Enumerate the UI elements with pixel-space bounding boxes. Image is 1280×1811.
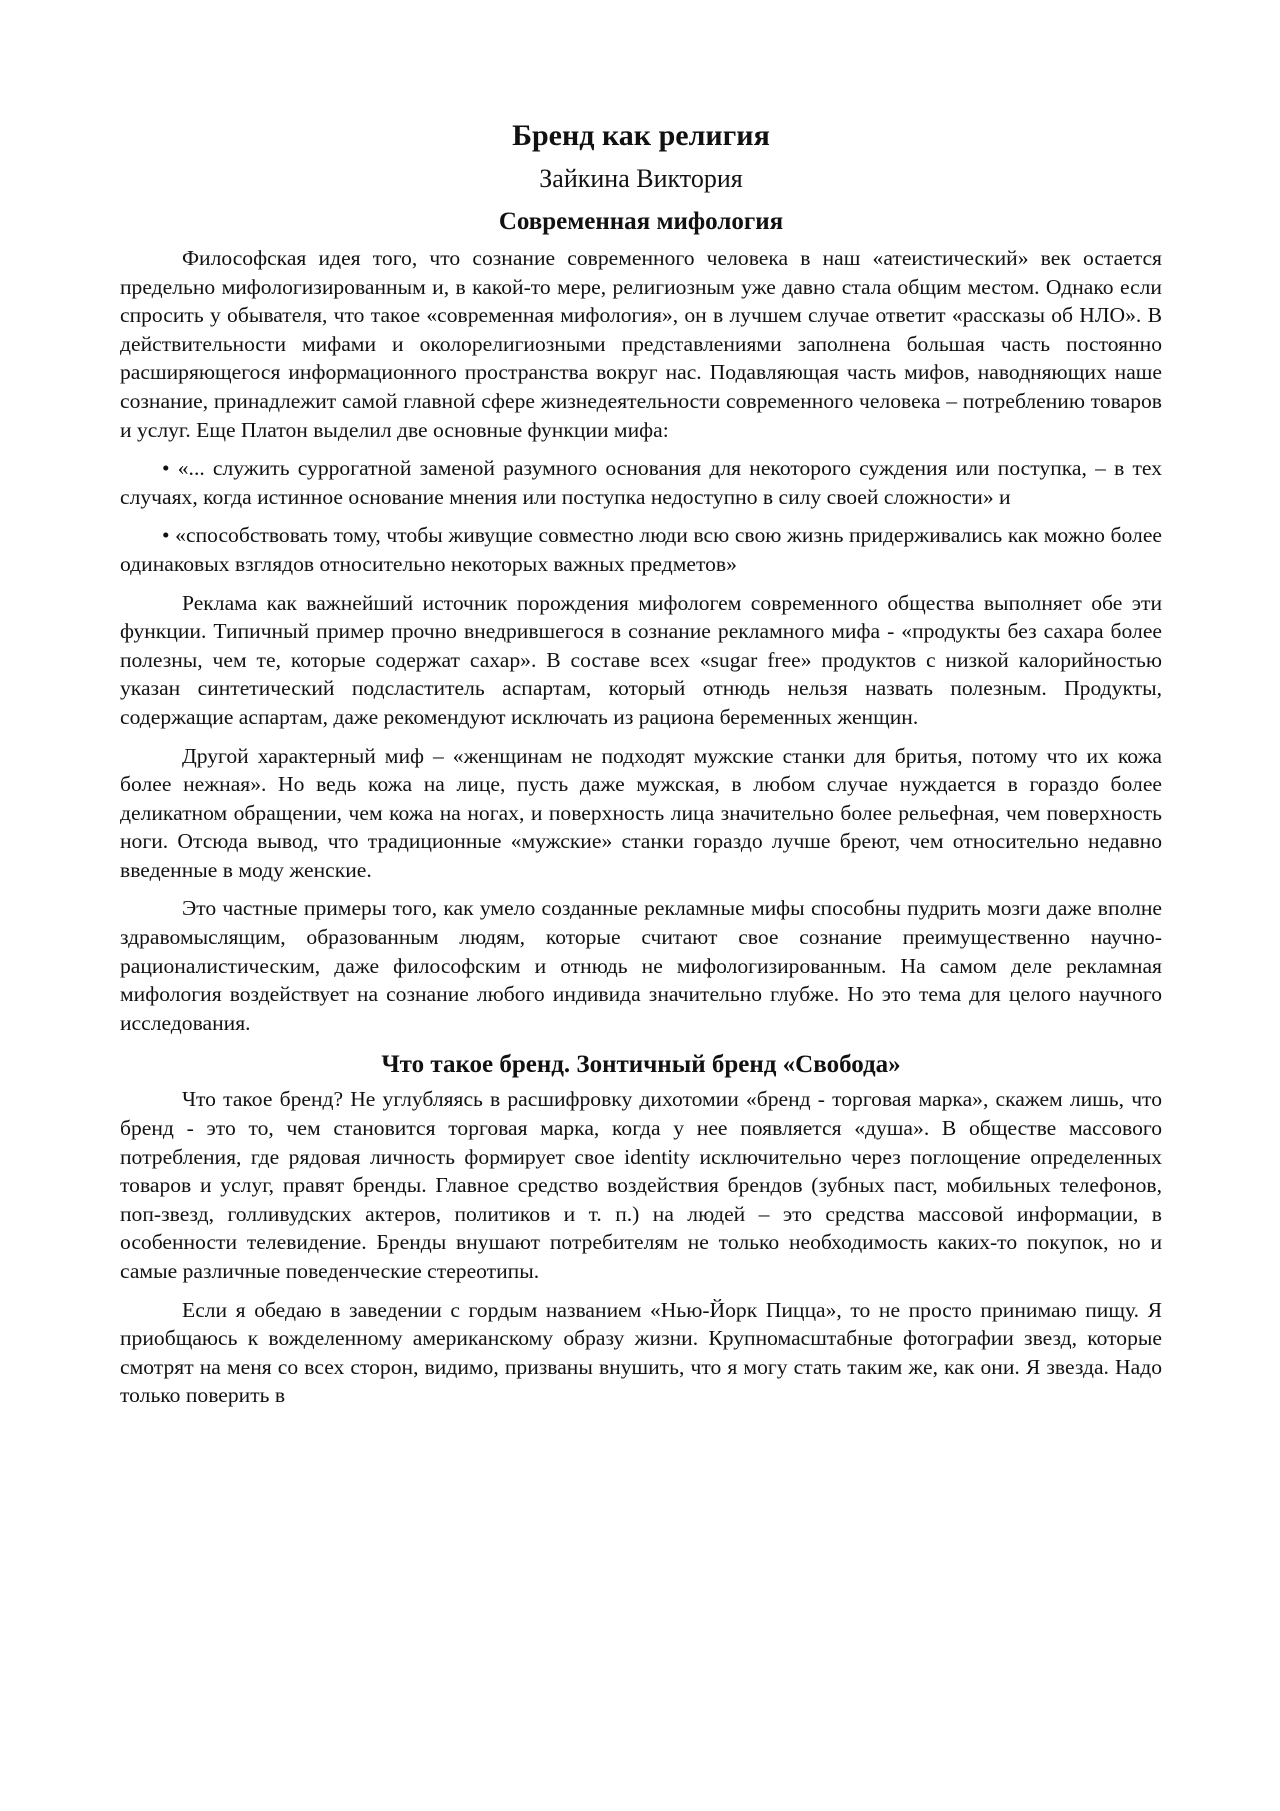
paragraph: Что такое бренд? Не углубляясь в расшифровку дихотомии «бренд - торговая марка», скажем лишь, что бренд - это то, чем становится торговая марка, когда у нее появляется «душа». В обществе массового потребления, где рядовая личность формирует свое identity исключительно через поглощение определенных товаров и услуг, правят бренды. Главное средство воздействия брендов (зубных паст, мобильных телефонов, поп-звезд, голливудских актеров, политиков и т. п.) на людей – это средства массовой информации, в особенности телевидение. Бренды внушают потребителям не только необходимость каких-то покупок, но и самые различные поведенческие стереотипы.	[120, 1087, 1162, 1283]
bullet-item: • «способствовать тому, чтобы живущие совместно люди всю свою жизнь придерживались как можно более одинаковых взглядов относительно некоторых важных предметов»	[120, 523, 1162, 576]
paragraph: Другой характерный миф – «женщинам не подходят мужские станки для бритья, потому что их кожа более нежная». Но ведь кожа на лице, пусть даже мужская, в любом случае нуждается в гораздо более деликатном обращении, чем кожа на ногах, и поверхность лица значительно более рельефная, чем поверхность ноги. Отсюда вывод, что традиционные «мужские» станки гораздо лучше бреют, чем относительно недавно введенные в моду женские.	[120, 743, 1162, 882]
bullet-item: • «... служить суррогатной заменой разумного основания для некоторого суждения или поступка, – в тех случаях, когда истинное основание мнения или поступка недоступно в силу своей сложности» и	[120, 456, 1162, 509]
paragraph: Философская идея того, что сознание современного человека в наш «атеистический» век остается предельно мифологизированным и, в какой-то мере, религиозным уже давно стала общим местом. Однако если спросить у обывателя, что такое «современная мифология», он в лучшем случае ответит «рассказы об НЛО». В действительности мифами и околорелигиозными представлениями заполнена большая часть постоянно расширяющегося информационного пространства вокруг нас. Подавляющая часть мифов, наводняющих наше сознание, принадлежит самой главной сфере жизнедеятельности современного человека – потреблению товаров и услуг. Еще Платон выделил две основные функции мифа:	[120, 246, 1162, 442]
document-author: Зайкина Виктория	[539, 164, 743, 193]
section-heading-modern-mythology: Современная мифология	[498, 208, 784, 235]
paragraph: Реклама как важнейший источник порождения мифологем современного общества выполняет обе эти функции. Типичный пример прочно внедрившегося в сознание рекламного мифа - «продукты без сахара более полезны, чем те, которые содержат сахар». В составе всех «sugar free» продуктов с низкой калорийностью указан синтетический подсластитель аспартам, который отнюдь нельзя назвать полезным. Продукты, содержащие аспартам, даже рекомендуют исключать из рациона беременных женщин.	[120, 590, 1162, 729]
document-title: Бренд как религия	[512, 119, 770, 152]
paragraph: Это частные примеры того, как умело созданные рекламные мифы способны пудрить мозги даже вполне здравомыслящим, образованным людям, которые считают свое сознание преимущественно научно-рационалистическим, даже философским и отнюдь не мифологизированным. На самом деле рекламная мифология воздействует на сознание любого индивида значительно глубже. Но это тема для целого научного исследования.	[120, 896, 1162, 1035]
paragraph: Если я обедаю в заведении с гордым названием «Нью-Йорк Пицца», то не просто принимаю пищу. Я приобщаюсь к вожделенному американскому образу жизни. Крупномасштабные фотографии звезд, которые смотрят на меня со всех сторон, видимо, призваны внушить, что я могу стать таким же, как они. Я звезда. Надо только поверить в	[120, 1297, 1162, 1408]
document-page	[120, 118, 1162, 1410]
section-heading-what-is-brand: Что такое бренд. Зонтичный бренд «Свобода»	[381, 1051, 901, 1079]
